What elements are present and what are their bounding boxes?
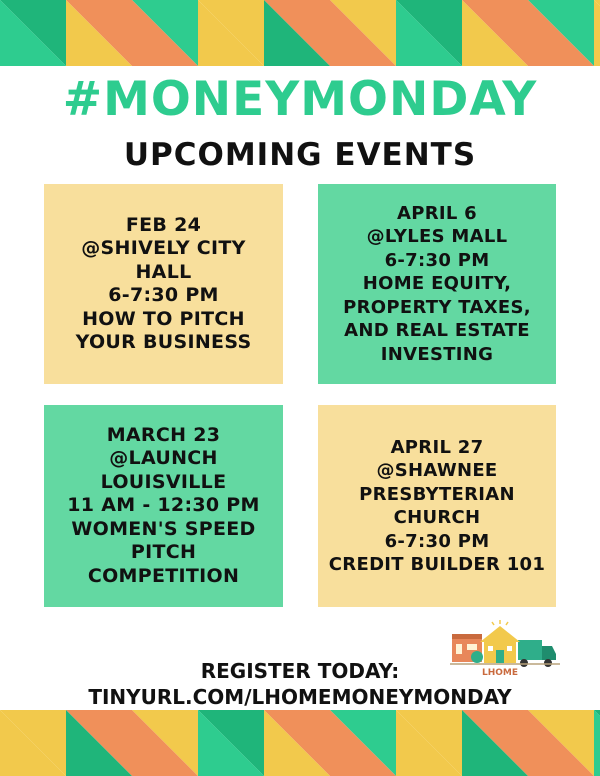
event-line: WOMEN'S SPEED (71, 517, 256, 540)
logo-text: LHOME (481, 668, 519, 678)
register-block (0, 659, 600, 710)
event-card-feb-24 (44, 184, 283, 384)
register-heading: REGISTER TODAY: (200, 659, 400, 683)
event-line: YOUR BUSINESS (75, 331, 252, 353)
event-card-april-27 (318, 405, 556, 607)
event-line: 6-7:30 PM (384, 530, 490, 552)
event-line: APRIL 27 (390, 436, 484, 458)
event-line: INVESTING (380, 343, 494, 365)
event-line: 6-7:30 PM (108, 284, 219, 306)
page-subtitle: UPCOMING EVENTS (123, 137, 477, 173)
event-line: FEB 24 (125, 213, 202, 236)
event-line: MARCH 23 (106, 423, 221, 446)
page-title: #MONEYMONDAY (62, 72, 538, 127)
event-line: 6-7:30 PM (384, 249, 490, 271)
decorative-triangle (594, 0, 600, 66)
decorative-triangle (594, 710, 600, 776)
event-line: 11 AM - 12:30 PM (67, 494, 260, 517)
event-card-april-6 (318, 184, 556, 384)
event-line: HOME EQUITY, (362, 273, 512, 295)
event-line: COMPETITION (87, 564, 240, 587)
top-decorative-band (0, 0, 600, 66)
register-url-link[interactable]: TINYURL.COM/LHOMEMONEYMONDAY (88, 685, 512, 709)
event-line: PROPERTY TAXES, (343, 296, 531, 318)
event-line: @SHAWNEE (376, 460, 498, 481)
event-line: HALL (135, 260, 192, 283)
bottom-decorative-band (0, 710, 600, 776)
event-line: PITCH (130, 541, 197, 564)
event-line: APRIL 6 (396, 202, 478, 224)
event-line: @SHIVELY CITY (81, 237, 246, 259)
event-line: @LAUNCH (109, 447, 218, 470)
event-line: AND REAL ESTATE (344, 320, 530, 342)
event-card-march-23 (44, 405, 283, 607)
event-line: PRESBYTERIAN (359, 483, 515, 505)
event-line: @LYLES MALL (366, 226, 508, 248)
event-line: CREDIT BUILDER 101 (328, 554, 546, 575)
event-line: HOW TO PITCH (82, 307, 245, 330)
event-line: LOUISVILLE (100, 470, 227, 493)
event-line: CHURCH (393, 507, 481, 528)
